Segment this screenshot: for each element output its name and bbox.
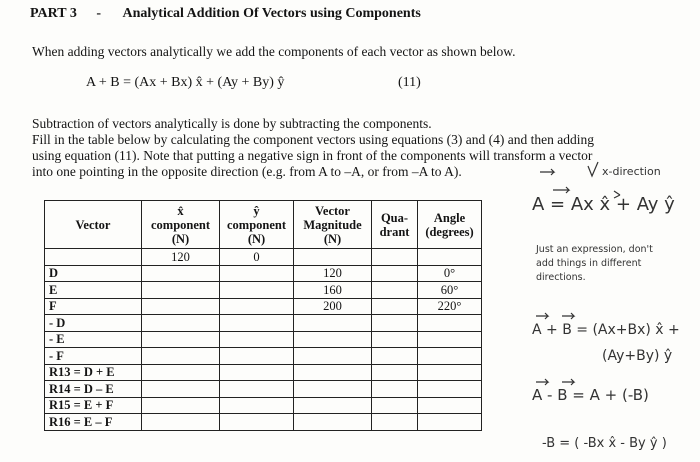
table-cell (142, 381, 220, 398)
row-label: - E (45, 331, 142, 348)
equation-number: (11) (398, 75, 421, 90)
table-cell (294, 414, 372, 431)
table-row (45, 397, 482, 414)
header-magnitude: Vector Magnitude (N) (294, 201, 372, 249)
table-cell (294, 364, 372, 381)
table-row (45, 364, 482, 381)
table-cell (372, 397, 418, 414)
row-label (45, 249, 142, 266)
table-cell (372, 348, 418, 365)
table-cell (142, 364, 220, 381)
table-cell: 0° (418, 265, 482, 282)
table-cell (294, 331, 372, 348)
vector-arrow-b2 (562, 313, 574, 319)
row-label: R15 = E + F (45, 397, 142, 414)
table-cell (372, 414, 418, 431)
vector-arrow-b3 (562, 379, 574, 385)
table-cell (220, 381, 294, 398)
header-angle: Angle (degrees) (418, 201, 482, 249)
table-row (45, 249, 482, 266)
table-cell (142, 348, 220, 365)
vector-table (44, 200, 482, 431)
table-header-row (45, 201, 482, 249)
table-cell: 200 (294, 298, 372, 315)
paragraph-line-3: using equation (11). Note that putting a negative sign in front of the components will transform a vector (32, 148, 593, 163)
table-cell: 120 (142, 249, 220, 266)
vector-arrow-a2 (536, 313, 548, 319)
table-cell (220, 265, 294, 282)
paragraph-line-4: into one pointing in the opposite direction (e.g. from A to –A, or from –A to A). (32, 164, 462, 179)
row-label: R13 = D + E (45, 364, 142, 381)
table-cell (372, 265, 418, 282)
table-row (45, 331, 482, 348)
arrow-mark (540, 169, 554, 175)
table-cell (142, 282, 220, 299)
x-direction-note: x-direction (602, 165, 661, 178)
table-cell (372, 331, 418, 348)
handwritten-eq2b: (Ay+By) ŷ (602, 348, 673, 364)
table-cell (220, 298, 294, 315)
table-cell (372, 364, 418, 381)
paragraph-line-2: Fill in the table below by calculating the component vectors using equations (3) and (4) and then adding (32, 132, 594, 147)
table-cell (372, 249, 418, 266)
row-label: - D (45, 315, 142, 332)
handwritten-note-2: add things in different (536, 258, 642, 269)
table-cell: 220° (418, 298, 482, 315)
table-cell (294, 348, 372, 365)
table-cell (142, 414, 220, 431)
table-cell (294, 397, 372, 414)
table-cell (220, 414, 294, 431)
part-heading (30, 6, 421, 22)
handwritten-eq2a: A + B = (Ax+Bx) x̂ + (532, 322, 680, 338)
table-row (45, 315, 482, 332)
part-dash: - (96, 6, 101, 21)
table-cell (294, 249, 372, 266)
table-row (45, 265, 482, 282)
table-row (45, 282, 482, 299)
table-cell (142, 397, 220, 414)
table-cell (142, 331, 220, 348)
equation-11: A + B = (Ax + Bx) x̂ + (Ay + By) ŷ (86, 75, 285, 90)
row-label: D (45, 265, 142, 282)
header-quadrant: Qua- drant (372, 201, 418, 249)
vector-arrow-a3 (536, 379, 548, 385)
handwritten-eq3: A - B = A + (-B) (532, 386, 649, 404)
section-title: Analytical Addition Of Vectors using Components (122, 6, 421, 21)
row-label: E (45, 282, 142, 299)
row-label: R14 = D – E (45, 381, 142, 398)
header-vector: Vector (45, 201, 142, 249)
table-cell (294, 315, 372, 332)
table-cell (142, 298, 220, 315)
part-label: PART 3 (30, 6, 77, 21)
row-label: R16 = E – F (45, 414, 142, 431)
table-cell (294, 381, 372, 398)
table-cell (142, 315, 220, 332)
intro-text: When adding vectors analytically we add the components of each vector as shown below. (32, 44, 516, 59)
table-cell (220, 348, 294, 365)
table-cell (372, 298, 418, 315)
table-cell (220, 364, 294, 381)
handwritten-eq4: -B = ( -Bx x̂ - By ŷ ) (542, 436, 667, 451)
paragraph-line-1: Subtraction of vectors analytically is done by subtracting the components. (32, 116, 432, 131)
handwritten-notes (470, 160, 700, 462)
row-label: - F (45, 348, 142, 365)
table-row (45, 381, 482, 398)
table-cell: 120 (294, 265, 372, 282)
table-row (45, 348, 482, 365)
table-cell: 60° (418, 282, 482, 299)
header-x-component: x̂ component (N) (142, 201, 220, 249)
row-label: F (45, 298, 142, 315)
handwritten-note-1: Just an expression, don't (536, 244, 653, 255)
table-cell: 0 (220, 249, 294, 266)
table-cell: 160 (294, 282, 372, 299)
table-cell (220, 315, 294, 332)
table-cell (372, 381, 418, 398)
table-cell (142, 265, 220, 282)
header-y-component: ŷ component (N) (220, 201, 294, 249)
handwritten-note-3: directions. (536, 272, 586, 283)
table-row (45, 298, 482, 315)
check-mark (588, 162, 598, 176)
table-cell (372, 315, 418, 332)
vector-arrow-a (553, 187, 569, 193)
table-row (45, 414, 482, 431)
table-cell (372, 282, 418, 299)
table-cell (220, 331, 294, 348)
table-cell (220, 397, 294, 414)
handwritten-eq1: A = Ax x̂ + Ay ŷ (532, 194, 675, 215)
table-cell (220, 282, 294, 299)
